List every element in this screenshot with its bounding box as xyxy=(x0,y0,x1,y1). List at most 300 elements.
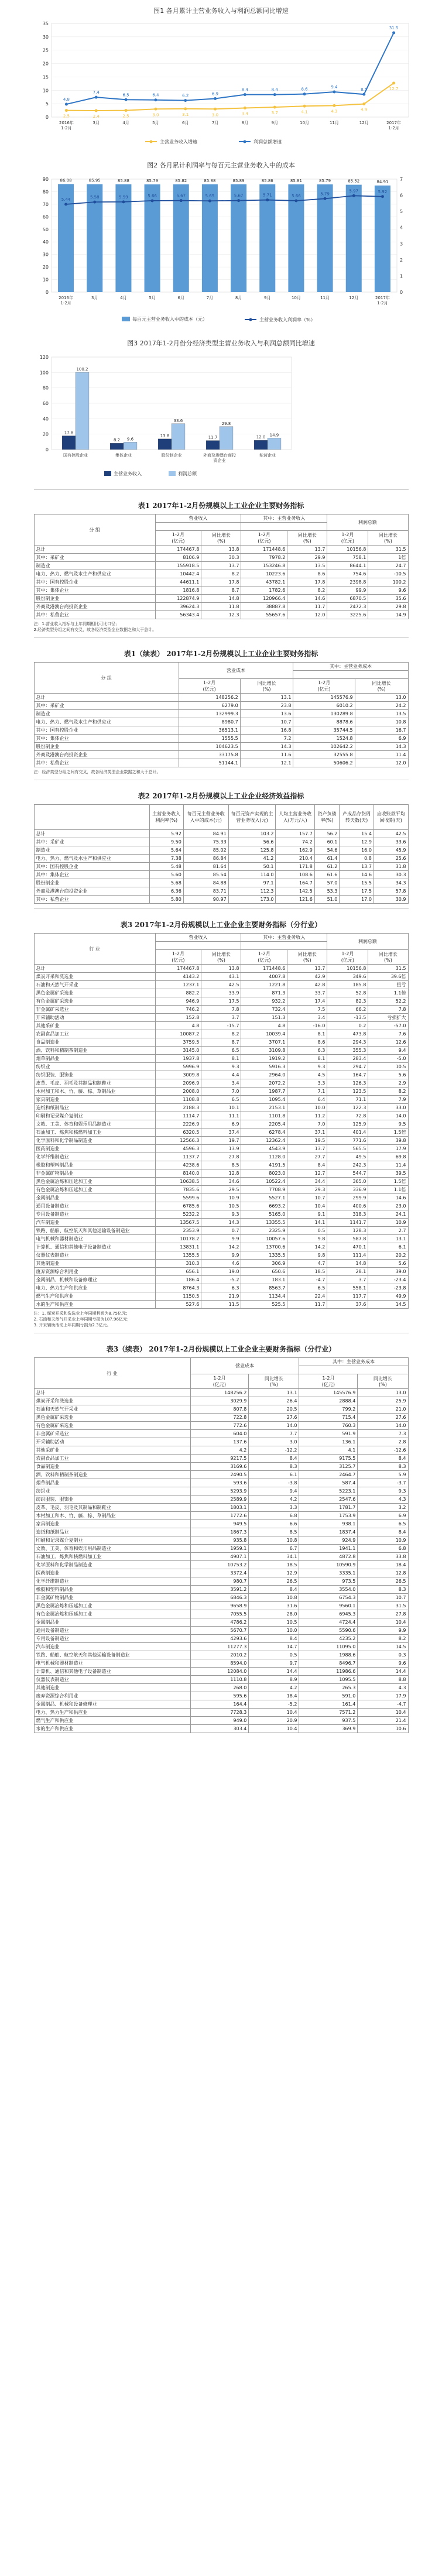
cell-value: 318.3 xyxy=(327,1210,368,1219)
y-tick-label: 30 xyxy=(42,252,49,258)
y-tick-label: 120 xyxy=(39,355,49,360)
cell-value: 4.8 xyxy=(155,1022,201,1030)
row-label: 其中：私营企业 xyxy=(34,896,149,904)
table-row xyxy=(34,702,408,710)
cell-value: 6.4 xyxy=(287,1096,327,1104)
cell-value: 7.1 xyxy=(287,1088,327,1096)
cell-value: 24.1 xyxy=(368,1210,408,1219)
table-row xyxy=(34,846,408,855)
table-row xyxy=(34,1276,408,1284)
cell-value: 4.5 xyxy=(287,1071,327,1079)
cell-value: 1137.7 xyxy=(155,1153,201,1161)
cell-value: 56.2 xyxy=(314,830,340,838)
row-label: 专用设备制造业 xyxy=(34,1635,190,1643)
cell-value: 10.7 xyxy=(240,718,293,726)
row-label: 计算机、通信和其他电子设备制造业 xyxy=(34,1243,155,1251)
cell-value: 9.3 xyxy=(201,1210,241,1219)
cell-value: 1524.8 xyxy=(293,735,355,743)
table-row xyxy=(34,1397,408,1405)
cell-value: 937.5 xyxy=(299,1717,358,1725)
cell-value: 9.9 xyxy=(358,1627,408,1635)
cell-value: 7.9 xyxy=(368,1096,408,1104)
row-label: 食品制造业 xyxy=(34,1038,155,1047)
cell-value: 4238.6 xyxy=(155,1161,201,1169)
cell-value: 587.8 xyxy=(327,1235,368,1243)
cell-value: 5670.7 xyxy=(190,1627,249,1635)
cell-value: 6.1 xyxy=(249,1471,299,1479)
row-label: 其中：集体企业 xyxy=(34,735,179,743)
cell-value: 470.1 xyxy=(327,1243,368,1251)
cell-value: 37.6 xyxy=(327,1301,368,1309)
cell-value: 27.8 xyxy=(201,1153,241,1161)
y-tick-label: 100 xyxy=(39,370,49,376)
bar xyxy=(110,443,124,450)
table-row xyxy=(34,1495,408,1504)
cell-value: 3554.0 xyxy=(299,1586,358,1594)
table-row xyxy=(34,1227,408,1235)
row-label: 其中：私营企业 xyxy=(34,611,155,619)
table-row xyxy=(34,1137,408,1145)
bar xyxy=(374,186,390,292)
table-row xyxy=(34,1618,408,1627)
cell-value: 164.7 xyxy=(276,879,314,887)
table-1b-sub-0: 1-2月 (亿元) xyxy=(179,679,240,694)
cell-value: 43782.1 xyxy=(241,578,287,586)
data-label: 3.4 xyxy=(241,111,248,116)
table-row xyxy=(34,1586,408,1594)
table-row xyxy=(34,965,408,973)
cell-value: 932.2 xyxy=(241,997,287,1006)
x-tick-label: 4月 xyxy=(122,121,129,125)
y-tick-label: 15 xyxy=(42,74,49,80)
row-label: 化学原料和化学制品制造业 xyxy=(34,1137,155,1145)
cell-value: 45.9 xyxy=(374,846,408,855)
row-label: 电力、热力生产和供应业 xyxy=(34,1709,190,1717)
data-label: 85.82 xyxy=(174,178,187,183)
data-label: 3.0 xyxy=(152,112,159,118)
cell-value: 112.3 xyxy=(228,887,276,896)
cell-value: 7.6 xyxy=(368,1030,408,1038)
row-label: 其他制造业 xyxy=(34,1684,190,1692)
cell-value: 6.6 xyxy=(249,1520,299,1528)
table-3 xyxy=(34,933,409,1309)
row-label: 电力、热力、燃气及水生产和供应业 xyxy=(34,718,179,726)
cell-value: 26.5 xyxy=(358,1577,408,1586)
cell-value: 1134.4 xyxy=(241,1292,287,1301)
cell-value: 90.97 xyxy=(183,896,228,904)
cell-value: 120966.4 xyxy=(241,595,287,603)
cell-value: 10.9 xyxy=(201,1194,241,1202)
row-label: 纺织业 xyxy=(34,1487,190,1495)
data-point xyxy=(122,200,125,203)
row-label: 其中：采矿业 xyxy=(34,702,179,710)
cell-value: 2490.5 xyxy=(190,1471,249,1479)
data-label: 31.5 xyxy=(389,26,398,30)
cell-value: 125.8 xyxy=(228,846,276,855)
table-row xyxy=(34,1219,408,1227)
y-tick-label: 70 xyxy=(42,201,49,207)
x-tick-label: 7月 xyxy=(211,121,218,125)
table-row xyxy=(34,1104,408,1112)
cell-value: 72.8 xyxy=(327,1112,368,1120)
legend-marker xyxy=(243,140,246,143)
cell-value: 15.4 xyxy=(340,830,374,838)
table-row xyxy=(34,1112,408,1120)
table-row xyxy=(34,1169,408,1178)
table-row xyxy=(34,879,408,887)
cell-value: 882.2 xyxy=(155,989,201,997)
table-row xyxy=(34,743,408,751)
cell-value: 32555.8 xyxy=(293,751,355,759)
table-1-header-revenue: 营业收入 xyxy=(155,514,241,523)
cell-value: 5.64 xyxy=(149,846,183,855)
cell-value: 29.5 xyxy=(201,1186,241,1194)
cell-value: 33.9 xyxy=(201,989,241,997)
cell-value: 8764.3 xyxy=(155,1284,201,1292)
cell-value: 10.0 xyxy=(249,1627,299,1635)
cell-value: 12.8 xyxy=(358,1569,408,1577)
cell-value: 13.7 xyxy=(287,965,327,973)
cell-value: 558.1 xyxy=(327,1284,368,1292)
cell-value: 1倍 xyxy=(368,554,408,562)
cell-value: 14.4 xyxy=(358,1668,408,1676)
y2-tick-label: 5 xyxy=(399,209,403,215)
cell-value: 2353.9 xyxy=(155,1227,201,1235)
cell-value: 14.2 xyxy=(201,1243,241,1251)
cell-value: 11.6 xyxy=(240,751,293,759)
cell-value: 14.0 xyxy=(368,1112,408,1120)
y-tick-label: 25 xyxy=(42,47,49,53)
cell-value: 44611.1 xyxy=(155,578,201,586)
cell-value: 38887.8 xyxy=(241,603,287,611)
table-row xyxy=(34,1430,408,1438)
cell-value: 1141.7 xyxy=(327,1219,368,1227)
cell-value: 86.84 xyxy=(183,855,228,863)
cell-value: 27.7 xyxy=(287,1153,327,1161)
table-row xyxy=(34,1512,408,1520)
cell-value: 1987.7 xyxy=(241,1088,287,1096)
cell-value: 130289.8 xyxy=(293,710,355,718)
cell-value: 604.0 xyxy=(190,1430,249,1438)
y-tick-label: 90 xyxy=(42,177,49,182)
row-label: 非金属矿物制品业 xyxy=(34,1594,190,1602)
table-3-notes xyxy=(34,1311,409,1328)
cell-value: 8.4 xyxy=(358,1455,408,1463)
cell-value: -5.0 xyxy=(368,1055,408,1063)
cell-value: 3.7 xyxy=(201,1014,241,1022)
row-label: 燃气生产和供应业 xyxy=(34,1717,190,1725)
row-label: 铁路、船舶、航空航天和其他运输设备制造业 xyxy=(34,1651,190,1659)
cell-value: 5165.0 xyxy=(241,1210,287,1219)
cell-value: 7.38 xyxy=(149,855,183,863)
cell-value: 3707.1 xyxy=(241,1038,287,1047)
table-row xyxy=(34,1047,408,1055)
cell-value: 12.3 xyxy=(201,611,241,619)
row-label: 股份制企业 xyxy=(34,879,149,887)
cell-value: 1816.8 xyxy=(155,586,201,595)
table-2-header-2: 每百元主营业务收入中的成本(元) xyxy=(183,805,228,830)
cell-value: 3759.5 xyxy=(155,1038,201,1047)
cell-value: 126.3 xyxy=(327,1079,368,1088)
row-label: 其中：集体企业 xyxy=(34,871,149,879)
cell-value: 4.2 xyxy=(249,1495,299,1504)
row-label: 造纸和纸制品业 xyxy=(34,1104,155,1112)
cell-value: 122.3 xyxy=(327,1104,368,1112)
cell-value: 10.7 xyxy=(287,1194,327,1202)
cell-value: 6.5 xyxy=(201,1096,241,1104)
cell-value: 33.8 xyxy=(358,1553,408,1561)
legend-label: 主营业务收入利润率（%） xyxy=(259,317,316,323)
cell-value: 33.6 xyxy=(374,838,408,846)
data-label: 85.88 xyxy=(203,178,215,183)
cell-value: 10039.4 xyxy=(241,1030,287,1038)
cell-value: 14.6 xyxy=(287,595,327,603)
table-row xyxy=(34,1684,408,1692)
data-point xyxy=(93,201,96,204)
cell-value: 136.1 xyxy=(299,1438,358,1446)
cell-value: 1803.1 xyxy=(190,1504,249,1512)
cell-value: 8.2 xyxy=(287,586,327,595)
cell-value: 1095.5 xyxy=(299,1676,358,1684)
data-label: 6.4 xyxy=(152,92,159,98)
table-3-header-main: 其中：主营业务收入 xyxy=(241,934,327,942)
cell-value: 31.8 xyxy=(374,863,408,871)
table-row xyxy=(34,1292,408,1301)
cell-value: 6.9 xyxy=(201,1120,241,1128)
table-row xyxy=(34,718,408,726)
cell-value: 39.5 xyxy=(368,1169,408,1178)
table-row xyxy=(34,1038,408,1047)
cell-value: 39624.3 xyxy=(155,603,201,611)
cell-value: 13.7 xyxy=(287,1145,327,1153)
row-label: 煤炭开采和洗选业 xyxy=(34,1397,190,1405)
cell-value: 5.80 xyxy=(149,896,183,904)
cell-value: 949.0 xyxy=(190,1717,249,1725)
table-row xyxy=(34,1389,408,1397)
table-row xyxy=(34,1536,408,1545)
row-label: 有色金属冶炼和压延加工业 xyxy=(34,1186,155,1194)
row-label: 其中：采矿业 xyxy=(34,838,149,846)
cell-value: 1095.4 xyxy=(241,1096,287,1104)
table-1-header-group: 分 组 xyxy=(34,514,155,546)
cell-value: 7.0 xyxy=(287,1120,327,1128)
table-1-sub-5: 同比增长 (%) xyxy=(368,531,408,546)
row-label: 橡胶和塑料制品业 xyxy=(34,1161,155,1169)
table-row xyxy=(34,1063,408,1071)
row-label: 金属制品业 xyxy=(34,1618,190,1627)
row-label: 制造业 xyxy=(34,562,155,570)
table-2-header-7: 应收账款平均回收期(天) xyxy=(374,805,408,830)
cell-value: 5599.6 xyxy=(155,1194,201,1202)
cell-value: 6.9 xyxy=(358,1512,408,1520)
cell-value: 4872.8 xyxy=(299,1553,358,1561)
cell-value: 14.7 xyxy=(249,1643,299,1651)
cell-value: 11277.3 xyxy=(190,1643,249,1651)
cell-value: 3.3 xyxy=(287,1079,327,1088)
table-row xyxy=(34,1268,408,1276)
table-row xyxy=(34,1635,408,1643)
cell-value: 18.5 xyxy=(287,1268,327,1276)
cell-value: 12084.0 xyxy=(190,1668,249,1676)
cell-value: 14.1 xyxy=(287,1219,327,1227)
cell-value: 24.2 xyxy=(355,702,408,710)
cell-value: 3169.6 xyxy=(190,1463,249,1471)
cell-value: 355.3 xyxy=(327,1047,368,1055)
table-1-header-blank2 xyxy=(241,523,327,531)
cell-value: 61.4 xyxy=(314,855,340,863)
cell-value: -12.2 xyxy=(249,1446,299,1455)
cell-value: 1772.6 xyxy=(190,1512,249,1520)
cell-value: 6785.6 xyxy=(155,1202,201,1210)
data-label: 5.97 xyxy=(348,188,358,194)
y2-tick-label: 1 xyxy=(399,273,403,279)
x-tick-label: 1-2月 xyxy=(60,301,71,306)
y-tick-label: 0 xyxy=(45,290,49,295)
cell-value: 42.5 xyxy=(201,981,241,989)
cell-value: 310.3 xyxy=(155,1260,201,1268)
cell-value: 6.3 xyxy=(287,1047,327,1055)
cell-value: 8.4 xyxy=(249,1455,299,1463)
table-row xyxy=(34,1700,408,1709)
x-tick-label: 12月 xyxy=(359,121,369,125)
y-tick-label: 0 xyxy=(45,447,49,452)
data-label: 12.7 xyxy=(389,86,398,91)
cell-value: 4.2 xyxy=(249,1684,299,1692)
data-label: 5.59 xyxy=(118,194,128,200)
cell-value: 14.9 xyxy=(368,611,408,619)
cell-value: 13.0 xyxy=(355,694,408,702)
data-point xyxy=(154,98,157,101)
cell-value: 128.3 xyxy=(327,1227,368,1235)
cell-value: 7.3 xyxy=(358,1430,408,1438)
table-row xyxy=(34,1014,408,1022)
table-row xyxy=(34,1709,408,1717)
x-tick-label: 2017年 xyxy=(375,296,390,300)
table-3b-sub-2: 1-2月 (亿元) xyxy=(299,1374,358,1389)
cell-value: 8644.1 xyxy=(327,562,368,570)
cell-value: 39.0 xyxy=(368,1268,408,1276)
data-label: 5.66 xyxy=(291,193,301,198)
row-label: 石油和天然气开采业 xyxy=(34,981,155,989)
cell-value: 132999.3 xyxy=(179,710,240,718)
cell-value: 31.5 xyxy=(368,546,408,554)
cell-value: 2.7 xyxy=(368,1227,408,1235)
table-row xyxy=(34,751,408,759)
cell-value: 4596.3 xyxy=(155,1145,201,1153)
row-label: 化学原料和化学制品制造业 xyxy=(34,1561,190,1569)
cell-value: 51144.1 xyxy=(179,759,240,767)
cell-value: 17.5 xyxy=(340,887,374,896)
table-1-note: 注：1.营业收入指标与上年同期相比可比口径； xyxy=(33,622,120,626)
data-label: 8.4 xyxy=(241,87,248,92)
cell-value: 10223.6 xyxy=(241,570,287,578)
x-tick-label: 1-2月 xyxy=(388,126,399,131)
data-label: 13.8 xyxy=(160,433,169,438)
data-label: 85.88 xyxy=(117,178,129,183)
row-label: 黑色金属冶炼和压延加工业 xyxy=(34,1602,190,1610)
cell-value: 5.6 xyxy=(368,1260,408,1268)
x-tick-label: 集体企业 xyxy=(115,453,132,458)
cell-value: 1335.5 xyxy=(241,1251,287,1260)
table-row xyxy=(34,1194,408,1202)
table-row xyxy=(34,1022,408,1030)
cell-value: 10.0 xyxy=(287,1104,327,1112)
table-row xyxy=(34,1610,408,1618)
row-label: 酒、饮料和精制茶制造业 xyxy=(34,1471,190,1479)
cell-value: 473.8 xyxy=(327,1030,368,1038)
cell-value: 1355.5 xyxy=(155,1251,201,1260)
x-tick-label: 9月 xyxy=(263,296,270,300)
row-label: 有色金属冶炼和压延加工业 xyxy=(34,1610,190,1618)
cell-value: 1237.1 xyxy=(155,981,201,989)
table-1b-header-main-cost: 其中：主营业务成本 xyxy=(293,663,408,671)
cell-value: 122874.9 xyxy=(155,595,201,603)
x-tick-label: 1-2月 xyxy=(60,126,72,131)
cell-value: 13831.1 xyxy=(155,1243,201,1251)
cell-value: 799.2 xyxy=(299,1405,358,1414)
cell-value: 13.7 xyxy=(201,562,241,570)
row-label: 家具制造业 xyxy=(34,1096,155,1104)
data-label: 5.58 xyxy=(90,195,100,200)
cell-value: 34.1 xyxy=(249,1553,299,1561)
table-row xyxy=(34,1210,408,1219)
cell-value: 26.5 xyxy=(249,1577,299,1586)
cell-value: 162.9 xyxy=(276,846,314,855)
cell-value: 3.4 xyxy=(287,1014,327,1022)
table-row xyxy=(34,1463,408,1471)
cell-value: 164.7 xyxy=(327,1071,368,1079)
cell-value: 1753.9 xyxy=(299,1512,358,1520)
cell-value: 242.3 xyxy=(327,1161,368,1169)
cell-value: 85.02 xyxy=(183,846,228,855)
cell-value: 4007.8 xyxy=(241,973,287,981)
data-label: 86.08 xyxy=(60,178,72,183)
cell-value: 8.2 xyxy=(358,1635,408,1643)
cell-value: 591.0 xyxy=(299,1692,358,1700)
table-1b-sub-2: 1-2月 (亿元) xyxy=(293,679,355,694)
bar xyxy=(62,436,76,450)
cell-value: 6.5 xyxy=(358,1520,408,1528)
table-row xyxy=(34,1627,408,1635)
bar xyxy=(87,184,102,292)
cell-value: 10.4 xyxy=(287,1202,327,1210)
row-label: 石油和天然气开采业 xyxy=(34,1405,190,1414)
cell-value: 949.5 xyxy=(190,1520,249,1528)
cell-value: 56343.4 xyxy=(155,611,201,619)
x-tick-label: 5月 xyxy=(152,121,159,125)
table-row xyxy=(34,1030,408,1038)
y-tick-label: 40 xyxy=(42,416,49,422)
x-tick-label: 3月 xyxy=(92,121,100,125)
cell-value: 4.6 xyxy=(201,1260,241,1268)
data-point xyxy=(214,108,217,111)
table-row xyxy=(34,1446,408,1455)
table-row xyxy=(34,896,408,904)
cell-value: 12.9 xyxy=(249,1569,299,1577)
cell-value: 8.7 xyxy=(201,586,241,595)
cell-value: 3029.9 xyxy=(190,1397,249,1405)
row-label: 废弃资源综合利用业 xyxy=(34,1268,155,1276)
cell-value: 1959.1 xyxy=(190,1545,249,1553)
table-row xyxy=(34,1717,408,1725)
cell-value: 4.2 xyxy=(190,1446,249,1455)
cell-value: 151.3 xyxy=(241,1014,287,1022)
table-1-sub-2: 1-2月 (亿元) xyxy=(241,531,287,546)
y-tick-label: 80 xyxy=(42,189,49,195)
cell-value: 56.6 xyxy=(228,838,276,846)
cell-value: 772.6 xyxy=(190,1422,249,1430)
cell-value: 8594.0 xyxy=(190,1659,249,1668)
